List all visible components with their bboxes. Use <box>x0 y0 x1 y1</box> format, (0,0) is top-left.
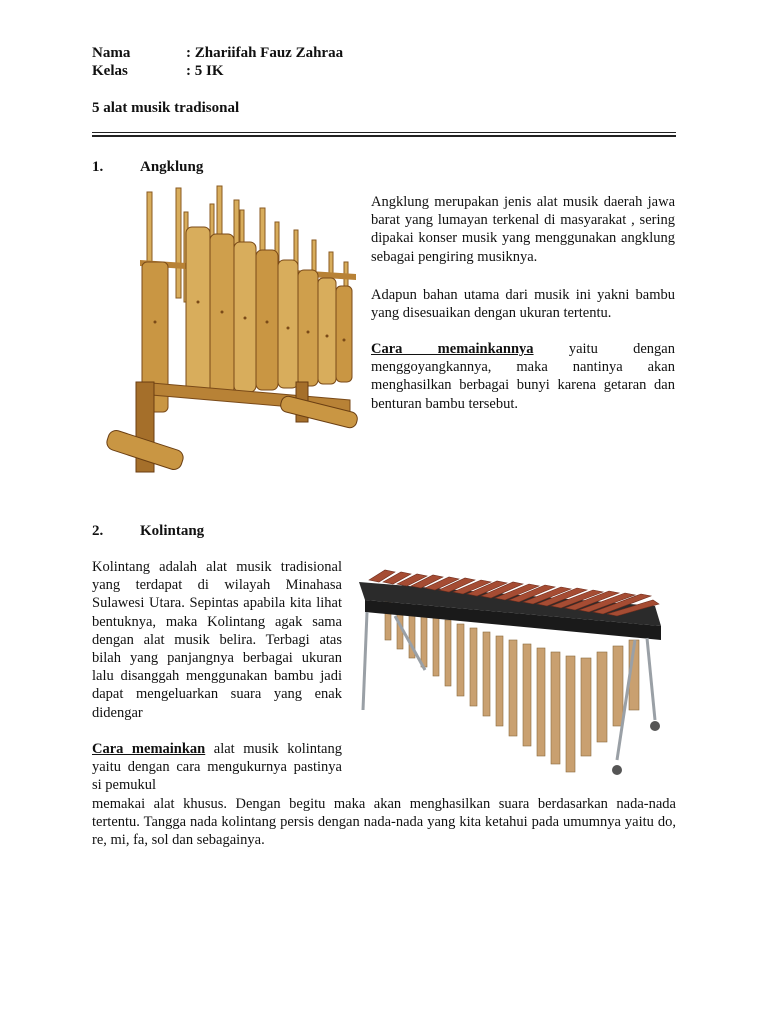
angklung-description: Angklung merupakan jenis alat musik daerah jawa barat yang lumayan terkenal di masyarakat , sering dipakai konser musik yang menggunakan angklung sebagai pengiring musiknya. <box>371 194 675 265</box>
class-value: : 5 IK <box>186 63 224 79</box>
angklung-howto <box>371 340 675 413</box>
angklung-howto-text: yaitu dengan menggoyangkannya, maka nantinya akan menghasilkan berbagai bunyi karena getaran dan benturan bambu tersebut. <box>371 341 675 412</box>
name-label: Nama <box>92 45 131 61</box>
divider-thin <box>92 132 676 133</box>
kolintang-howto-continued: memakai alat khusus. Dengan begitu maka akan menghasilkan suara berdasarkan nada-nada tertentu. Tangga nada kolintang persis dengan nada-nada yang kita ketahui pada umumnya yaitu do, re, mi, fa, sol dan sebagainya. <box>92 796 676 849</box>
angklung-image <box>100 182 362 494</box>
section-1-number: 1. <box>92 159 104 175</box>
section-1-heading: Angklung <box>140 159 204 175</box>
kolintang-image <box>355 560 665 782</box>
kolintang-howto-label: Cara memainkan <box>92 741 206 757</box>
angklung-howto-label: Cara memainkannya <box>371 341 534 357</box>
kolintang-description: Kolintang adalah alat musik tradisional yang terdapat di wilayah Minahasa Sulawesi Utara. Sepintas apabila kita lihat bentuknya, maka Kolintang agak sama dengan alat musik belira. Terbagi atas bilah yang panjangnya berbagai ukuran lalu disanggah menggunakan bambu jadi dapat mengeluarkan suara yang enak didengar <box>92 559 342 721</box>
kolintang-howto <box>92 740 342 795</box>
section-2-number: 2. <box>92 523 104 539</box>
angklung-material: Adapun bahan utama dari musik ini yakni bambu yang disesuaikan dengan ukuran tertentu. <box>371 287 675 322</box>
class-label: Kelas <box>92 63 128 79</box>
kolintang-howto-text: alat musik kolintang yaitu dengan cara mengukurnya pastinya si pemukul <box>92 741 342 794</box>
document-title: 5 alat musik tradisonal <box>92 100 240 116</box>
section-2-heading: Kolintang <box>140 523 205 539</box>
divider-thick <box>92 135 676 137</box>
name-value: : Zhariifah Fauz Zahraa <box>186 45 344 61</box>
